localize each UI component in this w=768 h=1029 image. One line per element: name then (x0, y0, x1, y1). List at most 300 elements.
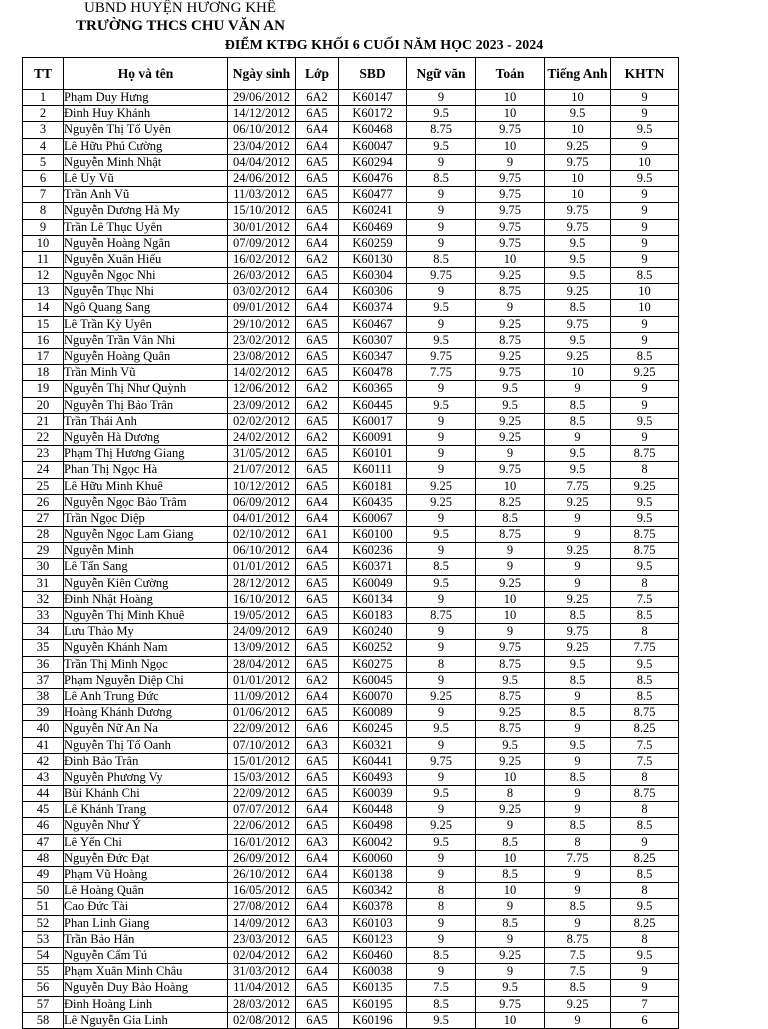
cell-literature: 9 (407, 915, 476, 931)
cell-science: 10 (611, 300, 679, 316)
cell-class: 6A2 (296, 251, 339, 267)
cell-name: Lê Hữu Phú Cường (64, 138, 228, 154)
cell-tt: 2 (23, 106, 64, 122)
cell-name: Nguyễn Ngọc Nhi (64, 268, 228, 284)
cell-literature: 9.5 (407, 332, 476, 348)
header-cell-math: Toán (476, 58, 545, 90)
cell-tt: 31 (23, 575, 64, 591)
table-row (23, 527, 679, 543)
cell-class: 6A9 (296, 624, 339, 640)
cell-sbd: K60091 (339, 429, 407, 445)
cell-math: 9 (476, 931, 545, 947)
table-row (23, 316, 679, 332)
cell-literature: 9 (407, 640, 476, 656)
cell-english: 9.5 (545, 106, 611, 122)
cell-tt: 40 (23, 721, 64, 737)
cell-literature: 9 (407, 284, 476, 300)
cell-tt: 33 (23, 608, 64, 624)
cell-math: 9.5 (476, 737, 545, 753)
cell-english: 9.5 (545, 462, 611, 478)
cell-english: 9.75 (545, 316, 611, 332)
cell-tt: 30 (23, 559, 64, 575)
cell-name: Trần Lê Thục Uyên (64, 219, 228, 235)
cell-name: Nguyễn Duy Bảo Hoàng (64, 980, 228, 996)
cell-english: 9.5 (545, 656, 611, 672)
cell-sbd: K60049 (339, 575, 407, 591)
cell-class: 6A4 (296, 284, 339, 300)
cell-class: 6A5 (296, 154, 339, 170)
header-cell-tt: TT (23, 58, 64, 90)
cell-sbd: K60130 (339, 251, 407, 267)
table-row (23, 818, 679, 834)
cell-dob: 31/03/2012 (228, 964, 296, 980)
cell-name: Lê Anh Trung Đức (64, 688, 228, 704)
cell-math: 8.75 (476, 284, 545, 300)
cell-name: Nguyễn Ngọc Bảo Trâm (64, 494, 228, 510)
cell-dob: 07/10/2012 (228, 737, 296, 753)
cell-tt: 7 (23, 187, 64, 203)
cell-class: 6A5 (296, 931, 339, 947)
cell-class: 6A5 (296, 316, 339, 332)
cell-class: 6A5 (296, 478, 339, 494)
cell-science: 8.5 (611, 268, 679, 284)
cell-dob: 30/01/2012 (228, 219, 296, 235)
cell-math: 8 (476, 786, 545, 802)
cell-tt: 17 (23, 349, 64, 365)
cell-english: 9 (545, 688, 611, 704)
cell-sbd: K60196 (339, 1012, 407, 1028)
cell-sbd: K60100 (339, 527, 407, 543)
cell-english: 8 (545, 834, 611, 850)
cell-sbd: K60252 (339, 640, 407, 656)
cell-name: Nguyễn Minh Nhật (64, 154, 228, 170)
cell-class: 6A4 (296, 235, 339, 251)
cell-dob: 02/08/2012 (228, 1012, 296, 1028)
cell-science: 8 (611, 931, 679, 947)
cell-name: Trần Thái Anh (64, 413, 228, 429)
cell-sbd: K60123 (339, 931, 407, 947)
cell-sbd: K60259 (339, 235, 407, 251)
table-row (23, 575, 679, 591)
cell-literature: 8.75 (407, 608, 476, 624)
cell-name: Nguyễn Thị Minh Khuê (64, 608, 228, 624)
cell-literature: 9 (407, 705, 476, 721)
cell-dob: 06/09/2012 (228, 494, 296, 510)
cell-dob: 01/01/2012 (228, 559, 296, 575)
cell-math: 9.25 (476, 947, 545, 963)
cell-name: Nguyễn Ngọc Lam Giang (64, 527, 228, 543)
table-row (23, 624, 679, 640)
cell-literature: 9 (407, 964, 476, 980)
cell-class: 6A5 (296, 591, 339, 607)
cell-dob: 29/10/2012 (228, 316, 296, 332)
cell-english: 9 (545, 575, 611, 591)
header-cell-sbd: SBD (339, 58, 407, 90)
cell-sbd: K60195 (339, 996, 407, 1012)
table-row (23, 786, 679, 802)
cell-literature: 9 (407, 737, 476, 753)
cell-tt: 36 (23, 656, 64, 672)
cell-literature: 9 (407, 235, 476, 251)
cell-tt: 58 (23, 1012, 64, 1028)
cell-literature: 9 (407, 429, 476, 445)
cell-class: 6A5 (296, 559, 339, 575)
cell-literature: 9 (407, 543, 476, 559)
cell-science: 7.5 (611, 591, 679, 607)
cell-class: 6A5 (296, 786, 339, 802)
cell-literature: 9.25 (407, 818, 476, 834)
cell-english: 8.5 (545, 705, 611, 721)
cell-english: 9 (545, 721, 611, 737)
cell-class: 6A6 (296, 721, 339, 737)
cell-dob: 04/01/2012 (228, 510, 296, 526)
cell-sbd: K60448 (339, 802, 407, 818)
cell-tt: 5 (23, 154, 64, 170)
cell-tt: 27 (23, 510, 64, 526)
cell-tt: 10 (23, 235, 64, 251)
cell-science: 9 (611, 429, 679, 445)
cell-math: 9 (476, 300, 545, 316)
cell-literature: 9.5 (407, 786, 476, 802)
cell-science: 9 (611, 316, 679, 332)
cell-english: 8.5 (545, 608, 611, 624)
cell-class: 6A5 (296, 170, 339, 186)
cell-tt: 25 (23, 478, 64, 494)
cell-science: 8.25 (611, 915, 679, 931)
cell-english: 9 (545, 1012, 611, 1028)
cell-sbd: K60467 (339, 316, 407, 332)
cell-name: Nguyễn Xuân Hiếu (64, 251, 228, 267)
cell-class: 6A4 (296, 964, 339, 980)
cell-english: 9.75 (545, 624, 611, 640)
cell-sbd: K60245 (339, 721, 407, 737)
cell-math: 10 (476, 106, 545, 122)
cell-science: 9.5 (611, 494, 679, 510)
cell-science: 8 (611, 624, 679, 640)
cell-tt: 22 (23, 429, 64, 445)
cell-english: 9.5 (545, 446, 611, 462)
table-row (23, 947, 679, 963)
table-row (23, 867, 679, 883)
cell-name: Bùi Khánh Chi (64, 786, 228, 802)
cell-class: 6A4 (296, 802, 339, 818)
table-row (23, 688, 679, 704)
table-row (23, 138, 679, 154)
cell-math: 9.25 (476, 413, 545, 429)
table-row (23, 899, 679, 915)
cell-english: 9.25 (545, 543, 611, 559)
cell-science: 9.5 (611, 413, 679, 429)
cell-english: 9.25 (545, 640, 611, 656)
cell-class: 6A2 (296, 397, 339, 413)
cell-literature: 9.5 (407, 300, 476, 316)
table-header-row (23, 58, 679, 90)
table-row (23, 446, 679, 462)
cell-math: 9.75 (476, 640, 545, 656)
cell-math: 9 (476, 543, 545, 559)
cell-math: 8.75 (476, 656, 545, 672)
cell-science: 9 (611, 187, 679, 203)
cell-english: 8.5 (545, 397, 611, 413)
cell-name: Nguyễn Khánh Nam (64, 640, 228, 656)
cell-sbd: K60378 (339, 899, 407, 915)
cell-math: 9.25 (476, 429, 545, 445)
cell-literature: 9.5 (407, 106, 476, 122)
cell-tt: 35 (23, 640, 64, 656)
cell-name: Nguyễn Thị Như Quỳnh (64, 381, 228, 397)
table-row (23, 429, 679, 445)
cell-math: 9 (476, 154, 545, 170)
cell-tt: 37 (23, 672, 64, 688)
cell-science: 8.5 (611, 672, 679, 688)
table-row (23, 510, 679, 526)
table-row (23, 931, 679, 947)
cell-math: 10 (476, 1012, 545, 1028)
cell-class: 6A4 (296, 899, 339, 915)
header-cell-english: Tiếng Anh (545, 58, 611, 90)
cell-name: Nguyễn Hoàng Ngân (64, 235, 228, 251)
cell-name: Nguyễn Dương Hà My (64, 203, 228, 219)
cell-math: 8.75 (476, 527, 545, 543)
cell-english: 9.5 (545, 235, 611, 251)
cell-dob: 06/10/2012 (228, 122, 296, 138)
cell-sbd: K60478 (339, 365, 407, 381)
cell-sbd: K60441 (339, 753, 407, 769)
cell-tt: 49 (23, 867, 64, 883)
cell-dob: 15/10/2012 (228, 203, 296, 219)
cell-tt: 51 (23, 899, 64, 915)
cell-literature: 9.5 (407, 834, 476, 850)
table-row (23, 964, 679, 980)
cell-english: 10 (545, 187, 611, 203)
cell-class: 6A3 (296, 915, 339, 931)
cell-english: 9.75 (545, 203, 611, 219)
table-row (23, 300, 679, 316)
cell-english: 8.75 (545, 931, 611, 947)
table-row (23, 284, 679, 300)
cell-sbd: K60060 (339, 850, 407, 866)
cell-dob: 11/09/2012 (228, 688, 296, 704)
cell-name: Đinh Hoàng Linh (64, 996, 228, 1012)
cell-science: 9 (611, 980, 679, 996)
cell-english: 7.5 (545, 964, 611, 980)
cell-science: 8 (611, 802, 679, 818)
cell-literature: 9.5 (407, 575, 476, 591)
cell-tt: 24 (23, 462, 64, 478)
cell-tt: 28 (23, 527, 64, 543)
cell-class: 6A3 (296, 834, 339, 850)
cell-dob: 06/10/2012 (228, 543, 296, 559)
cell-dob: 15/01/2012 (228, 753, 296, 769)
cell-math: 9.75 (476, 996, 545, 1012)
cell-english: 9.5 (545, 251, 611, 267)
cell-tt: 4 (23, 138, 64, 154)
cell-sbd: K60460 (339, 947, 407, 963)
cell-science: 9 (611, 90, 679, 106)
cell-class: 6A1 (296, 527, 339, 543)
cell-dob: 31/05/2012 (228, 446, 296, 462)
cell-class: 6A5 (296, 332, 339, 348)
cell-science: 9.5 (611, 899, 679, 915)
cell-literature: 9 (407, 850, 476, 866)
cell-science: 9 (611, 203, 679, 219)
cell-science: 6 (611, 1012, 679, 1028)
cell-dob: 24/02/2012 (228, 429, 296, 445)
cell-math: 9.5 (476, 980, 545, 996)
cell-english: 9 (545, 559, 611, 575)
table-row (23, 219, 679, 235)
cell-name: Trần Minh Vũ (64, 365, 228, 381)
table-row (23, 834, 679, 850)
cell-math: 10 (476, 138, 545, 154)
cell-tt: 56 (23, 980, 64, 996)
cell-english: 9 (545, 883, 611, 899)
cell-class: 6A5 (296, 656, 339, 672)
cell-tt: 9 (23, 219, 64, 235)
cell-tt: 15 (23, 316, 64, 332)
cell-tt: 23 (23, 446, 64, 462)
cell-name: Đinh Nhật Hoàng (64, 591, 228, 607)
cell-class: 6A4 (296, 219, 339, 235)
cell-dob: 28/12/2012 (228, 575, 296, 591)
cell-tt: 16 (23, 332, 64, 348)
cell-name: Nguyễn Thị Tố Oanh (64, 737, 228, 753)
cell-literature: 9 (407, 510, 476, 526)
cell-name: Lê Hoàng Quân (64, 883, 228, 899)
table-row (23, 737, 679, 753)
cell-literature: 9 (407, 462, 476, 478)
cell-sbd: K60045 (339, 672, 407, 688)
cell-class: 6A4 (296, 122, 339, 138)
cell-science: 8.25 (611, 721, 679, 737)
cell-math: 9 (476, 559, 545, 575)
cell-science: 9.5 (611, 947, 679, 963)
cell-dob: 22/09/2012 (228, 786, 296, 802)
cell-literature: 8 (407, 899, 476, 915)
cell-tt: 52 (23, 915, 64, 931)
cell-math: 9.5 (476, 672, 545, 688)
cell-name: Phạm Nguyễn Diệp Chi (64, 672, 228, 688)
cell-english: 9.25 (545, 996, 611, 1012)
cell-literature: 9.5 (407, 721, 476, 737)
cell-tt: 43 (23, 769, 64, 785)
cell-english: 9 (545, 753, 611, 769)
cell-dob: 16/01/2012 (228, 834, 296, 850)
cell-math: 9.25 (476, 316, 545, 332)
cell-literature: 8.5 (407, 996, 476, 1012)
table-row (23, 656, 679, 672)
cell-dob: 16/10/2012 (228, 591, 296, 607)
table-row (23, 235, 679, 251)
cell-english: 9.75 (545, 219, 611, 235)
cell-literature: 9.5 (407, 397, 476, 413)
cell-english: 9.25 (545, 591, 611, 607)
cell-math: 9 (476, 624, 545, 640)
cell-science: 9 (611, 251, 679, 267)
cell-math: 9.25 (476, 753, 545, 769)
cell-math: 10 (476, 251, 545, 267)
cell-science: 9 (611, 381, 679, 397)
cell-tt: 50 (23, 883, 64, 899)
cell-dob: 28/04/2012 (228, 656, 296, 672)
cell-name: Nguyễn Hoàng Quân (64, 349, 228, 365)
table-row (23, 381, 679, 397)
cell-dob: 11/03/2012 (228, 187, 296, 203)
cell-math: 10 (476, 769, 545, 785)
cell-class: 6A4 (296, 688, 339, 704)
cell-science: 9.5 (611, 510, 679, 526)
cell-science: 8.5 (611, 688, 679, 704)
cell-sbd: K60241 (339, 203, 407, 219)
cell-science: 8.5 (611, 608, 679, 624)
cell-name: Trần Ngọc Diệp (64, 510, 228, 526)
cell-name: Nguyễn Kiên Cường (64, 575, 228, 591)
cell-class: 6A5 (296, 640, 339, 656)
cell-english: 9.25 (545, 349, 611, 365)
cell-science: 8.75 (611, 786, 679, 802)
cell-science: 10 (611, 284, 679, 300)
cell-class: 6A5 (296, 980, 339, 996)
cell-math: 9.75 (476, 203, 545, 219)
cell-math: 8.5 (476, 915, 545, 931)
cell-english: 9.75 (545, 154, 611, 170)
cell-math: 9.5 (476, 397, 545, 413)
cell-science: 7.5 (611, 737, 679, 753)
cell-science: 7.5 (611, 753, 679, 769)
header-cell-dob: Ngày sinh (228, 58, 296, 90)
cell-tt: 13 (23, 284, 64, 300)
cell-science: 10 (611, 154, 679, 170)
cell-math: 9 (476, 818, 545, 834)
cell-sbd: K60347 (339, 349, 407, 365)
cell-literature: 9 (407, 769, 476, 785)
cell-sbd: K60321 (339, 737, 407, 753)
cell-science: 7 (611, 996, 679, 1012)
header-cell-name: Họ và tên (64, 58, 228, 90)
table-row (23, 170, 679, 186)
cell-class: 6A5 (296, 769, 339, 785)
table-row (23, 478, 679, 494)
cell-english: 8.5 (545, 769, 611, 785)
cell-math: 9.75 (476, 187, 545, 203)
cell-sbd: K60089 (339, 705, 407, 721)
cell-sbd: K60435 (339, 494, 407, 510)
document-title: ĐIỂM KTĐG KHỐI 6 CUỐI NĂM HỌC 2023 - 2024 (224, 38, 544, 53)
cell-literature: 9 (407, 154, 476, 170)
cell-tt: 55 (23, 964, 64, 980)
cell-literature: 9.5 (407, 138, 476, 154)
cell-tt: 12 (23, 268, 64, 284)
table-row (23, 332, 679, 348)
cell-literature: 9 (407, 90, 476, 106)
cell-literature: 8.5 (407, 170, 476, 186)
cell-name: Hoàng Khánh Dương (64, 705, 228, 721)
table-row (23, 608, 679, 624)
cell-sbd: K60307 (339, 332, 407, 348)
cell-class: 6A2 (296, 381, 339, 397)
cell-dob: 10/12/2012 (228, 478, 296, 494)
cell-literature: 9.25 (407, 478, 476, 494)
cell-sbd: K60042 (339, 834, 407, 850)
table-row (23, 154, 679, 170)
cell-math: 9.75 (476, 235, 545, 251)
cell-english: 9.5 (545, 268, 611, 284)
cell-class: 6A5 (296, 705, 339, 721)
cell-dob: 22/09/2012 (228, 721, 296, 737)
cell-class: 6A5 (296, 1012, 339, 1028)
cell-literature: 8.5 (407, 947, 476, 963)
cell-class: 6A3 (296, 737, 339, 753)
